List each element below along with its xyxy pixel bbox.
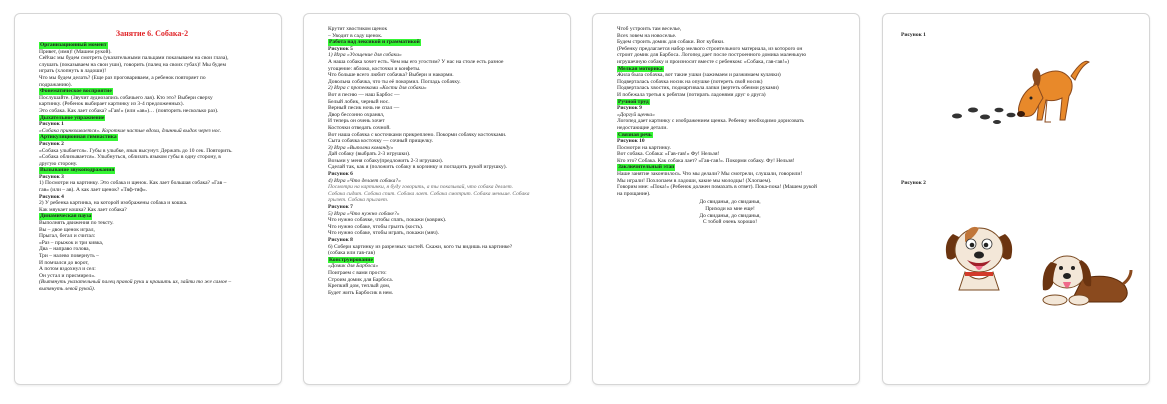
text-line: Поиграем с вами просто: — [328, 269, 387, 276]
text-line: Наше занятие закончилось. Что мы делали? Мы смотрели, слушали, говорили! — [617, 171, 803, 178]
text-line: грызет. Собака прыгает. — [328, 197, 389, 204]
document-page-3[interactable] — [592, 13, 860, 385]
figure-reference: Рисунок 8 — [328, 237, 353, 243]
text-line: Он устал и присмирел». — [39, 272, 96, 279]
lying-dog-illustration — [1033, 244, 1133, 308]
section-heading-label: Организационный момент — [40, 42, 107, 48]
text-line: Довольна собачка, что ты её покормил. Погладь собачку. — [328, 78, 461, 85]
text-line: Кто это? Собака. Как собака лает? «Гав-гав!». Покорми собаку. Фу! Нельзя! — [617, 157, 795, 164]
text-line: 4) Игра «Что делает собака?» — [328, 177, 401, 184]
section-heading-label: Заключительный этап — [618, 164, 675, 171]
text-line: Чтоб устроить там веселье, — [617, 26, 682, 32]
paw-prints — [952, 108, 1016, 125]
text-line: картинку. (Ребенок выбирает картинку из 3-4 предложенных). — [39, 101, 184, 108]
poem-line: С тобой очень хорошо! — [702, 219, 758, 226]
text-line: Говорим мне: «Пока!» (Ребенок должен помахать в ответ). Пока-пока! (Машем рукой — [617, 184, 817, 191]
section-heading-label: Конструирование — [329, 256, 373, 263]
text-line: – Уводит в саду щенок. — [328, 32, 383, 39]
text-line: А наша собака хочет есть. Чем мы его угостим? У нас на столе есть разное — [328, 58, 504, 65]
section-heading — [617, 66, 843, 73]
text-line: Сделай так, как я (положить собаку в корзинку и погладить рукой игрушку). — [328, 164, 507, 171]
sniffing-dog-illustration — [949, 54, 1099, 134]
text-line: Посмотри на картинку. — [617, 144, 671, 151]
page-3-text — [617, 26, 843, 197]
text-line: Сыта собачка косточку — сочный прищелку. — [328, 138, 434, 145]
text-line: Что мы будем делать? (Еще раз проговариваем, а ребенок повторяет по — [39, 74, 206, 81]
text-line: «Собака облизывается». Улыбнуться, облизать языком губы в одну сторону, в — [39, 154, 221, 161]
text-line: Всех зовем на новоселье. — [617, 32, 677, 39]
text-line: «Раз – прыжок и три кивка, — [39, 239, 104, 246]
text-line: «Собака улыбается». Губы в улыбке, язык высунут. Держать до 10 сек. Повторить. — [39, 147, 233, 154]
figure-reference: Рисунок 3 — [39, 173, 64, 180]
text-line: игрушечную собаку и произносит вместе с ребенком: «Собака, гав-гав!») — [617, 58, 789, 65]
figure-reference: Рисунок 6 — [328, 171, 353, 178]
text-line: вытянуть левой рукой). — [39, 285, 96, 292]
section-heading — [39, 213, 265, 220]
text-line: подражанию). — [39, 81, 72, 88]
farewell-poem — [617, 199, 843, 225]
section-heading-label: Работа над лексикой и грамматикой — [329, 39, 420, 46]
text-line: Логопед дает картинку с изображением щенка. Ребенку необходимо дорисовать — [617, 118, 804, 125]
section-heading-label: Дыхательное упражнение — [40, 114, 105, 121]
text-line: другую сторону. — [39, 160, 78, 167]
text-line: Подверталась собачка носик на опушке (потереть свой носик) — [617, 78, 763, 85]
text-line: Посмотри на картинки, я буду говорить, а ты показывай, что собака делает. — [328, 184, 514, 191]
figure-reference: Рисунок 7 — [328, 204, 353, 211]
figure-reference: Рисунок 2 — [39, 140, 64, 147]
text-line: угощение: яблоко, косточки и конфеты. — [328, 65, 421, 72]
section-heading — [39, 167, 265, 174]
text-line: Будет жить Барбосик в нем. — [328, 289, 394, 296]
text-line: 5) Игра «Что нужно собаке?» — [328, 210, 400, 217]
smiling-dog-illustration — [939, 214, 1019, 294]
text-line: Двор бессонно охранял, — [328, 111, 385, 118]
section-heading — [39, 42, 265, 49]
section-heading-label: Вызывание звукоподражания — [40, 167, 115, 174]
poem-line: До свиданья, до свиданья, — [699, 199, 761, 206]
section-heading-label: Артикуляционная гимнастика — [40, 134, 117, 141]
text-line: Что нужно собачке, чтобы спать, покажи (коврик). — [328, 217, 447, 224]
text-line: Подверталась хвостик, подмаргивала лапки (вертеть обеими руками) — [617, 85, 779, 92]
section-heading — [617, 99, 843, 106]
figure-1-caption: Рисунок 1 — [901, 32, 926, 38]
text-line: Верный песик ночь не спал — — [328, 105, 400, 112]
text-line: Два – направо голова, — [39, 246, 90, 253]
text-line: 3) Игра «Выполни команду» — [328, 144, 394, 151]
figure-reference: Рисунок 1 — [39, 121, 64, 128]
document-page-4[interactable] — [882, 13, 1150, 385]
text-line: «Домик для Барбоса» — [328, 263, 379, 270]
page-1-text — [39, 42, 265, 293]
text-line: И помчался до ворот, — [39, 259, 89, 266]
text-line: 2) У ребенка картинка, на которой изображены собака и кошка. — [39, 200, 188, 207]
text-line: Это собака. Как лает собака? «Гав!» (или «ав»)… (повторить несколько раз). — [39, 107, 219, 114]
text-line: Собака сидит. Собака спит. Собака лает. Собака смотрит. Собака меньше. Собака — [328, 190, 530, 197]
text-line: Три – налево повернуть – — [39, 253, 99, 259]
page-2-text — [328, 26, 554, 296]
text-line: Вот наша собачка с косточками прикреплено. Покорми собачку косточками. — [328, 131, 507, 138]
text-line: Жила была собачка, вот такие ушки (зажимаем и разжимаем кулачки) — [617, 72, 781, 79]
text-line: 2) Игра с пропевками «Кости для собаки» — [328, 85, 427, 92]
section-heading-label: Динамическая пауза — [40, 213, 92, 220]
text-line: 1) Игра «Угощение для собаки» — [328, 52, 402, 59]
section-heading-label: Фонематическое восприятие — [40, 88, 112, 95]
text-line: (собака или гав-гав) — [328, 250, 375, 257]
text-line: А потом вздохнул и сел: — [39, 266, 96, 273]
text-line: И теперь он очень хочет — [328, 118, 385, 125]
poem-line: До свиданья, до свиданья, — [699, 212, 761, 219]
text-line: Что нужно собаке, чтобы грызть (кость). — [328, 223, 424, 230]
text-line: Что нужно собаке, чтобы играть, покажи (мяч). — [328, 230, 439, 237]
text-line: Вы – двое щенок играл, — [39, 226, 95, 233]
text-line: Вот собака. Собака: «Гав-гав!» Фу! Нельзя! — [617, 151, 720, 158]
figure-reference: Рисунок 9 — [617, 105, 642, 112]
text-line: 6) Собери картинку из разрезных частей. Скажи, кого ты видишь на картинке? — [328, 243, 513, 250]
poem-line: Приходи ко мне еще! — [705, 206, 755, 213]
text-line: Послушайте. (Звучит аудиозапись собачьего лая). Кто это? Выбери сверху — [39, 94, 213, 101]
text-line: гав» (или – ав). А как лает щенок? «Тяф-тяф». — [39, 187, 148, 194]
text-line: Дай собаку (выбрать 2-3 игрушки). — [328, 151, 411, 158]
text-line: на прощание). — [617, 190, 651, 197]
text-line: слушать (показываем на свои уши), говорить (палец на своих губах)! Мы будем — [39, 61, 226, 68]
section-heading — [39, 134, 265, 141]
section-heading — [617, 164, 843, 171]
text-line: Мы играли! Похлопаем в ладоши, какие мы молодцы! (Хлопаем). — [617, 177, 772, 184]
figure-reference: Рисунок 5 — [328, 45, 353, 52]
text-line: Косточки отведать сочной. — [328, 124, 391, 131]
text-line: И побежала третья к ребятам (потирать ладонями друг о друга) — [617, 91, 766, 98]
text-line: строит домик для Барбоса. Логопед дает после построенного домика маленькую — [617, 52, 807, 59]
text-line: Строим домик для Барбоса. — [328, 276, 394, 283]
text-line: (Вытянуть указательный палец правой руки и крашить их, зайти то же самое – — [39, 279, 232, 286]
figure-reference: Рисунок 10 — [617, 138, 645, 145]
text-line: Как мяукает кошка? Как лает собака? — [39, 206, 127, 213]
text-line: Возьми у меня собаку(предложить 2-3 игрушки). — [328, 157, 444, 164]
lesson-title: Занятие 6. Собака-2 — [115, 29, 189, 38]
text-line: Что больше всего любит собачка? Выбери и накорми. — [328, 72, 454, 79]
text-line: 1) Посмотри на картинку. Это собака и щенок. Как лает большая собака? «Гав – — [39, 180, 227, 187]
figure-2-caption: Рисунок 2 — [901, 180, 926, 186]
text-line: играть (хлопнуть в ладоши)! — [39, 68, 107, 75]
text-line: Крепкий дом, теплый дом, — [328, 283, 391, 290]
text-line: Прыгал, бегал и считал: — [39, 233, 96, 240]
document-page-1[interactable] — [14, 13, 282, 385]
figure-reference: Рисунок 4 — [39, 193, 64, 200]
text-line: (Ребенку предлагается набор мелкого строительного материала, из которого он — [617, 45, 803, 52]
section-heading — [39, 115, 265, 122]
section-heading-label: Мелкая моторика — [618, 65, 663, 72]
section-heading — [328, 257, 554, 264]
text-line: «Доргуй щенка» — [617, 111, 655, 118]
section-heading — [328, 39, 554, 46]
text-line: Крутит хвостиком щенок — [328, 26, 388, 32]
section-heading — [617, 132, 843, 139]
section-heading — [39, 88, 265, 95]
text-line: Белый лобик, черный нос. — [328, 98, 390, 105]
text-line: Привет, (имя)! (Машем рукой). — [39, 48, 112, 55]
dog-body — [1017, 61, 1089, 122]
section-heading-label: Связная речь — [618, 131, 652, 138]
text-line: недостающие детали. — [617, 124, 668, 131]
text-line: Сейчас мы будем смотреть (указательными пальцами показываем на свои глаза), — [39, 55, 229, 62]
text-line: Будем строить домик для собаки. Вот кубики. — [617, 39, 725, 46]
text-line: «Собака принюхивается». Короткие частые вдохи, длинный выдох через нос. — [39, 127, 222, 134]
text-line: Выполнять движения по тексту. — [39, 220, 114, 227]
section-heading-label: Ручной труд — [618, 98, 649, 105]
text-line: Вот я песню — наш Барбос — — [328, 91, 400, 98]
document-page-2[interactable] — [303, 13, 571, 385]
